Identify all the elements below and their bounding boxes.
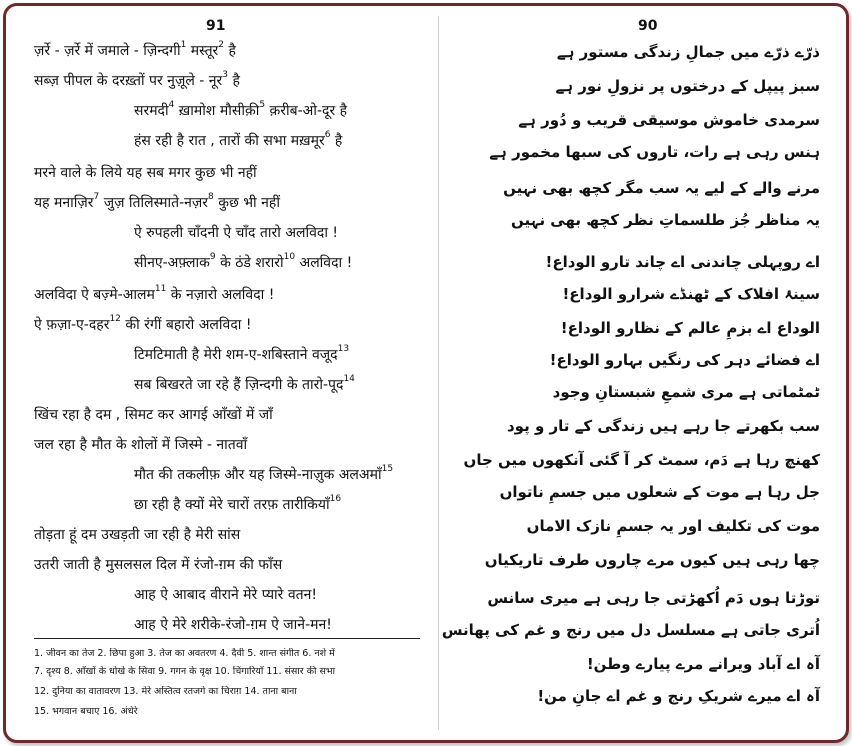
footnote-line: 12. दुनिया का वातावरण 13. मेरे अस्तित्व रतजगे का चिराग़ 14. ताना बाना — [34, 686, 297, 697]
footnote-marker: 14 — [343, 374, 355, 385]
footnote-marker: 6 — [324, 130, 331, 141]
footnote-marker: 8 — [208, 192, 214, 203]
urdu-verse-line: ٹمٹماتی ہے مری شمعِ شبستانِ وجود — [552, 383, 820, 401]
urdu-verse-line: اے روپہلی چاندنی اے چاند تارو الوداع! — [545, 253, 820, 271]
verse-text: ख़ामोश मौसीक़ी — [174, 103, 260, 119]
verse-text: तोड़ता हूं दम उखड़ती जा रही है मेरी सांस — [34, 527, 241, 543]
verse-text: ज़र्रे - ज़र्रे में जमाले - ज़िन्दगी — [34, 43, 181, 59]
urdu-verse-line: سب بکھرتے جا رہے ہیں زندگی کے تار و پود — [506, 417, 820, 435]
verse-text: खिंच रहा है दम , सिमट कर आगई आँखों में जाँ — [34, 407, 273, 423]
urdu-verse-line: چھا رہی ہیں کیوں مرے چاروں طرف تاریکیاں — [484, 551, 820, 569]
footnote-marker: 15 — [381, 464, 394, 475]
hindi-verse-line — [34, 72, 240, 90]
left-page-number: 91 — [206, 18, 226, 34]
verse-text: क़रीब-ओ-दूर है — [265, 103, 348, 119]
urdu-verse-line: ذرّے ذرّے میں جمالِ زندگی مستور ہے — [556, 43, 820, 61]
urdu-verse-line: ہنس رہی ہے رات، تاروں کی سبھا مخمور ہے — [489, 143, 820, 161]
footnote-marker: 11 — [154, 284, 167, 295]
footnote-line: 1. जीवन का तेज 2. छिपा हुआ 3. तेज का अवतरण 4. दैवी 5. शान्त संगीत 6. नशे में — [34, 648, 335, 659]
urdu-verse-line: آہ اے میرے شریکِ رنج و غم اے جانِ من! — [537, 687, 820, 705]
hindi-verse-line — [134, 346, 349, 364]
verse-text: है — [228, 73, 240, 89]
urdu-verse-line: توڑتا ہوں دَم اُکھڑتی جا رہی ہے میری سانس — [487, 589, 820, 607]
urdu-verse-line: موت کی تکلیف اور یہ جسمِ نازک الاماں — [526, 517, 820, 535]
hindi-verse-line — [134, 102, 347, 120]
left-page-hindi — [6, 6, 438, 740]
right-page-number: 90 — [638, 18, 658, 34]
hindi-verse-line — [134, 376, 355, 394]
hindi-verse-line — [134, 616, 332, 634]
hindi-verse-line — [34, 526, 240, 544]
verse-text: सीनए-अफ़्लाक — [134, 255, 210, 271]
verse-text: मरने वाले के लिये यह सब मगर कुछ भी नहीं — [34, 165, 257, 181]
footnote-line: 15. भगवान बचाए 16. अंधेरे — [34, 706, 138, 717]
hindi-verse-line — [134, 496, 341, 514]
verse-text: आह ऐ मेरे शरीके-रंजो-ग़म ऐ जाने-मन! — [134, 617, 332, 633]
verse-text: टिमटिमाती है मेरी शम-ए-शबिस्ताने वजूद — [134, 347, 338, 363]
verse-text: की रंगीं बहारो अलविदा ! — [120, 317, 252, 333]
verse-text: सब बिखरते जा रहे हैं ज़िन्दगी के तारो-पूद — [134, 377, 344, 393]
urdu-verse-line: یہ مناظر جُز طلسماتِ نظر کچھ بھی نہیں — [511, 211, 820, 229]
urdu-verse-line: مرنے والے کے لیے یہ سب مگر کچھ بھی نہیں — [503, 179, 820, 197]
right-page-urdu — [438, 6, 846, 740]
footnote-marker: 10 — [283, 252, 296, 263]
verse-text: कुछ भी नहीं — [213, 195, 280, 211]
footnote-marker: 1 — [180, 40, 187, 51]
hindi-verse-line — [134, 254, 352, 272]
footnote-marker: 7 — [93, 192, 100, 203]
urdu-verse-line: اُتری جاتی ہے مسلسل دل میں رنج و غم کی پھانس — [441, 621, 820, 639]
verse-text: के ठंडे शरारो — [215, 255, 284, 271]
urdu-verse-line: آہ اے آباد ویرانے مرے پیارے وطن! — [586, 655, 820, 673]
footnote-marker: 5 — [259, 100, 266, 111]
verse-text: अलविदा ! — [295, 255, 353, 271]
hindi-verse-line — [34, 42, 236, 60]
verse-text: अलविदा ऐ बज़्मे-आलम — [34, 287, 155, 303]
verse-text: है — [224, 43, 236, 59]
footnote-marker: 9 — [209, 252, 216, 263]
footnote-marker: 4 — [168, 100, 175, 111]
verse-text: मस्तूर — [186, 43, 219, 59]
footnote-marker: 12 — [109, 314, 121, 325]
urdu-verse-line: جل رہا ہے موت کے شعلوں میں جسمِ ناتواں — [499, 483, 820, 501]
hindi-verse-line — [34, 164, 257, 182]
urdu-verse-line: الوداع اے بزمِ عالم کے نظارو الوداع! — [560, 319, 820, 337]
footnote-marker: 13 — [337, 344, 350, 355]
urdu-verse-line: سبز پیپل کے درختوں پر نزولِ نور ہے — [555, 77, 820, 95]
footnote-rule — [34, 638, 420, 639]
hindi-verse-line — [34, 194, 280, 212]
hindi-verse-line — [34, 316, 251, 334]
verse-text: आह ऐ आबाद वीराने मेरे प्यारे वतन! — [134, 587, 318, 603]
footnote-marker: 16 — [329, 494, 342, 505]
hindi-verse-line — [134, 586, 317, 604]
hindi-verse-line — [134, 466, 393, 484]
verse-text: जल रहा है मौत के शोलों में जिस्मे - नातवाँ — [34, 437, 248, 453]
verse-text: सब्ज़ पीपल के दरख़्तों पर नुज़ूले - नूर — [34, 73, 223, 89]
hindi-verse-line — [34, 436, 247, 454]
verse-text: उतरी जाती है मुसलसल दिल में रंजो-ग़म की फाँस — [34, 557, 283, 573]
urdu-verse-line: کھنچ رہا ہے دَم، سمٹ کر آ گئی آنکھوں میں جاں — [463, 451, 820, 469]
verse-text: ऐ रुपहली चाँदनी ऐ चाँद तारो अलविदा ! — [134, 225, 339, 241]
verse-text: ऐ फ़ज़ा-ए-दहर — [34, 317, 110, 333]
book-spread-frame — [3, 3, 849, 743]
verse-text: छा रही है क्यों मेरे चारों तरफ़ तारीकियाँ — [134, 497, 330, 513]
verse-text: के नज़ारो अलविदा ! — [166, 287, 275, 303]
hindi-verse-line — [134, 132, 342, 150]
urdu-verse-line: سرمدی خاموش موسیقی قریب و دُور ہے — [518, 111, 820, 129]
hindi-verse-line — [34, 406, 273, 424]
footnote-marker: 2 — [218, 40, 225, 51]
verse-text: है — [330, 133, 343, 149]
verse-text: जुज़ तिलिस्माते-नज़र — [99, 195, 209, 211]
verse-text: यह मनाज़िर — [34, 195, 94, 211]
footnote-marker: 3 — [222, 70, 229, 81]
verse-text: मौत की तकलीफ़ और यह जिस्मे-नाज़ुक अलअमाँ — [134, 467, 382, 483]
hindi-verse-line — [34, 286, 274, 304]
hindi-verse-line — [134, 224, 338, 242]
footnote-line: 7. दृश्य 8. आँखों के धोखे के सिवा 9. गगन के वृक्ष 10. चिंगारियाँ 11. संसार की सभा — [34, 666, 336, 677]
verse-text: सरमदी — [134, 103, 169, 119]
urdu-verse-line: اے فضائے دہر کی رنگیں بہارو الوداع! — [549, 351, 820, 369]
hindi-verse-line — [34, 556, 282, 574]
verse-text: हंस रही है रात , तारों की सभा मख़मूर — [134, 133, 325, 149]
urdu-verse-line: سینۂ افلاک کے ٹھنڈے شرارو الوداع! — [562, 285, 820, 303]
